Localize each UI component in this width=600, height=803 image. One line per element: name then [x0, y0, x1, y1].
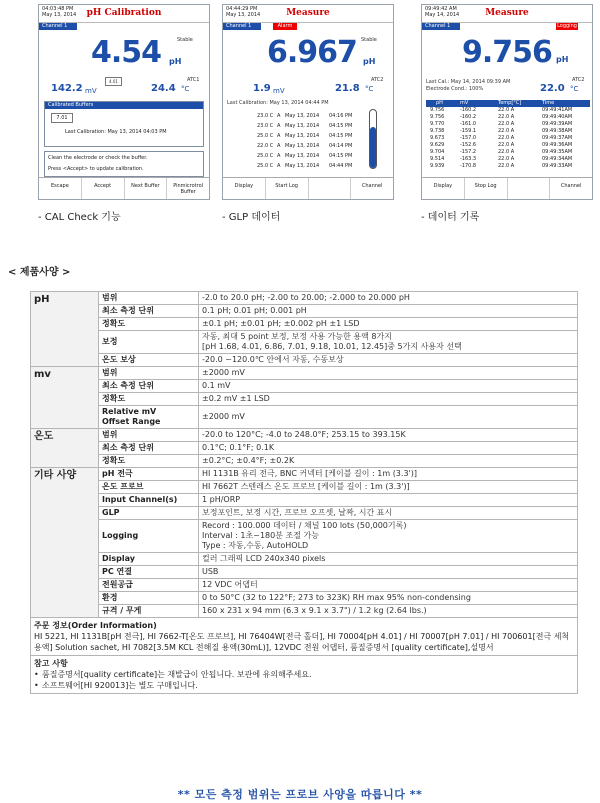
spec-value: 160 x 231 x 94 mm (6.3 x 9.1 x 3.7") / 1.2 kg (2.64 lbs.): [199, 605, 578, 618]
spec-row: [31, 592, 578, 605]
spec-value: ±2000 mV: [199, 406, 578, 429]
notes-title: 참고 사항: [34, 659, 68, 668]
electrode-condition-gauge: [369, 109, 377, 169]
softkey-channel[interactable]: Channel: [361, 183, 383, 189]
spec-row: [31, 367, 578, 380]
glp-row: 25.0 C A May 13, 2014 04:15 PM: [257, 133, 353, 139]
spec-value: ±0.2 mV ±1 LSD: [199, 393, 578, 406]
last-calibration-text: Last Cal.: May 14, 2014 09:39 AM: [426, 79, 511, 85]
softkey-bar: [223, 177, 393, 199]
spec-row: [31, 455, 578, 468]
spec-value: 1 pH/ORP: [199, 494, 578, 507]
screenshot-glp: [222, 4, 394, 223]
spec-row: [31, 481, 578, 494]
spec-value: HI 7662T 스텐레스 온도 프로브 [케이블 길이 : 1m (3.3')]: [199, 481, 578, 494]
softkey-escape[interactable]: Escape: [39, 178, 82, 199]
alarm-badge: Alarm: [273, 23, 297, 30]
current-buffer-badge: 4.01: [105, 77, 122, 86]
screen-mode-title: Measure: [286, 8, 330, 18]
message-box: [44, 151, 204, 177]
col-ph: pH: [436, 100, 443, 106]
channel-badge: Channel 1: [223, 23, 261, 30]
note-item: • 소프트웨어[HI 920013]는 별도 구매입니다.: [34, 680, 574, 691]
spec-row: [31, 292, 578, 305]
glp-row: 25.0 C A May 13, 2014 04:15 PM: [257, 153, 353, 159]
spec-row: [31, 393, 578, 406]
spec-item: 정확도: [99, 455, 199, 468]
spec-row: [31, 494, 578, 507]
last-calibration-text: Last Calibration: May 13, 2014 04:03 PM: [65, 129, 167, 135]
screen-datetime: 04:44:29 PM May 13, 2014: [226, 6, 261, 18]
electrode-condition-text: Electrode Cond.: 100%: [426, 86, 484, 92]
spec-row: [31, 354, 578, 367]
spec-item: Logging: [99, 520, 199, 553]
meter-screen: [38, 4, 210, 200]
spec-value: ±2000 mV: [199, 367, 578, 380]
spec-value: ±0.2°C; ±0.4°F; ±0.2K: [199, 455, 578, 468]
spec-value: HI 1131B 유리 전극, BNC 커넥터 [케이블 길이 : 1m (3.3')]: [199, 468, 578, 481]
meter-screenshots: [0, 4, 600, 224]
spec-item: Relative mV Offset Range: [99, 406, 199, 429]
log-row: 9.704 -157.2 22.0 A 09:49:35AM: [430, 149, 573, 155]
atc-tag: ATC2: [572, 77, 585, 83]
spec-item: Input Channel(s): [99, 494, 199, 507]
log-row: 9.514 -163.3 22.0 A 09:49:34AM: [430, 156, 573, 162]
spec-item: 범위: [99, 429, 199, 442]
log-row: 9.939 -170.8 22.0 A 09:49:33AM: [430, 163, 573, 169]
screen-datetime: 04:03:48 PM May 13, 2014: [42, 6, 77, 18]
calibrated-buffers-title: Calibrated Buffers: [45, 102, 203, 109]
col-time: Time: [542, 100, 555, 106]
stable-indicator: Stable: [361, 37, 377, 43]
log-table-header: [426, 100, 590, 107]
caption-glp: - GLP 데이터: [222, 212, 281, 223]
screen-mode-title: pH Calibration: [86, 8, 162, 18]
meter-screen: [222, 4, 394, 200]
ph-unit: pH: [363, 57, 376, 66]
spec-row: [31, 442, 578, 455]
spec-row: [31, 468, 578, 481]
temperature-reading: 22.0: [540, 83, 565, 94]
mv-unit: mV: [85, 87, 97, 95]
softkey-bar: [39, 177, 209, 199]
mv-unit: mV: [273, 87, 285, 95]
spec-value: 0 to 50°C (32 to 122°F; 273 to 323K) RH max 95% non-condensing: [199, 592, 578, 605]
spec-value: 보정포인트, 보정 시간, 프로브 오프셋, 날짜, 시간 표시: [199, 507, 578, 520]
spec-row: [31, 579, 578, 592]
spec-row: [31, 520, 578, 553]
calibrated-buffer-value: 7.01: [51, 113, 73, 123]
softkey-next-buffer[interactable]: Next Buffer: [125, 178, 168, 199]
spec-value: ±0.1 pH; ±0.01 pH; ±0.002 pH ±1 LSD: [199, 318, 578, 331]
spec-value: 0.1 mV: [199, 380, 578, 393]
softkey-accept[interactable]: Accept: [82, 178, 125, 199]
screen-datetime: 09:49:42 AM May 14, 2014: [425, 6, 460, 18]
softkey-bar: [422, 177, 592, 199]
channel-badge: Channel 1: [422, 23, 460, 30]
softkey-start-log[interactable]: Start Log: [266, 178, 309, 199]
temperature-unit: °C: [365, 85, 374, 93]
spec-item: 최소 측정 단위: [99, 380, 199, 393]
spec-row: [31, 406, 578, 429]
spec-value: 컬러 그래픽 LCD 240x340 pixels: [199, 553, 578, 566]
screen-mode-title: Measure: [485, 8, 529, 18]
spec-item: 환경: [99, 592, 199, 605]
message-line-1: Clean the electrode or check the buffer.: [48, 155, 148, 161]
spec-category: mv: [31, 367, 99, 429]
spec-category: 기타 사양: [31, 468, 99, 618]
spec-row: [31, 553, 578, 566]
spec-value: 자동, 최대 5 point 보정, 보정 사용 가능한 용액 8가지 [pH 1.68, 4.01, 6.86, 7.01, 9.18, 10.01, 12.45]중 5가지 사용자 선택: [199, 331, 578, 354]
atc-tag: ATC1: [187, 77, 200, 83]
spec-row: [31, 566, 578, 579]
spec-value: USB: [199, 566, 578, 579]
spec-item: Display: [99, 553, 199, 566]
stable-indicator: Stable: [177, 37, 193, 43]
spec-item: pH 전극: [99, 468, 199, 481]
spec-item: 전원공급: [99, 579, 199, 592]
log-row: 9.629 -152.6 22.0 A 09:49:36AM: [430, 142, 573, 148]
spec-row: [31, 429, 578, 442]
screen-header: [223, 5, 393, 23]
glp-row: 23.0 C A May 13, 2014 04:16 PM: [257, 113, 353, 119]
spec-value: 12 VDC 어댑터: [199, 579, 578, 592]
col-mv: mV: [460, 100, 469, 106]
spec-row: [31, 305, 578, 318]
spec-value: Record : 100.000 데이터 / 채널 100 lots (50,000기록) Interval : 1초~180분 조절 가능 Type : 자동,수동, AutoHOLD: [199, 520, 578, 553]
mv-reading: 142.2: [51, 83, 83, 94]
col-temp: Temp[°C]: [498, 100, 522, 106]
spec-row: [31, 605, 578, 618]
log-row: 9.770 -161.0 22.0 A 09:49:39AM: [430, 121, 573, 127]
log-row: 9.756 -160.2 22.0 A 09:49:40AM: [430, 114, 573, 120]
ph-unit: pH: [169, 57, 182, 66]
softkey-channel[interactable]: Channel: [560, 183, 582, 189]
spec-item: PC 연결: [99, 566, 199, 579]
order-info-title: 주문 정보(Order Information): [34, 621, 157, 630]
spec-section-title: < 제품사양 >: [8, 267, 71, 278]
temperature-reading: 24.4: [151, 83, 176, 94]
spec-item: 최소 측정 단위: [99, 442, 199, 455]
notes-block: [31, 656, 578, 694]
softkey-display[interactable]: Display: [223, 178, 266, 199]
log-row: 9.738 -159.1 22.0 A 09:49:38AM: [430, 128, 573, 134]
calibrated-buffers-box: [44, 101, 204, 147]
spec-item: 정확도: [99, 393, 199, 406]
spec-row: [31, 507, 578, 520]
ph-unit: pH: [556, 55, 569, 64]
meter-screen: [421, 4, 593, 200]
glp-row: 25.0 C A May 13, 2014 04:44 PM: [257, 163, 353, 169]
spec-value: -20.0 to 120°C; -4.0 to 248.0°F; 253.15 to 393.15K: [199, 429, 578, 442]
caption-cal-check: - CAL Check 기능: [38, 212, 121, 223]
order-info-block: [31, 618, 578, 656]
softkey-empty[interactable]: [309, 178, 352, 199]
message-line-2: Press <Accept> to update calibration.: [48, 166, 144, 172]
softkey-display[interactable]: Display: [422, 178, 465, 199]
log-table: [426, 100, 590, 170]
softkey-stop-log[interactable]: Stop Log: [465, 178, 508, 199]
temperature-reading: 21.8: [335, 83, 360, 94]
atc-tag: ATC2: [371, 77, 384, 83]
spec-category: 온도: [31, 429, 99, 468]
spec-row: [31, 331, 578, 354]
spec-item: 규격 / 무게: [99, 605, 199, 618]
spec-table: [30, 291, 578, 694]
caption-data-log: - 데이터 기록: [421, 212, 480, 223]
spec-value: 0.1 pH; 0.01 pH; 0.001 pH: [199, 305, 578, 318]
spec-item: 범위: [99, 292, 199, 305]
softkey-empty[interactable]: [508, 178, 551, 199]
spec-value: -20.0 ~120.0℃ 안에서 자동, 수동보상: [199, 354, 578, 367]
screenshot-cal-check: [38, 4, 210, 223]
spec-item: GLP: [99, 507, 199, 520]
glp-row: 23.0 C A May 13, 2014 04:15 PM: [257, 123, 353, 129]
footer-note: ** 모든 측정 범위는 프로브 사양을 따릅니다 **: [177, 788, 423, 801]
ph-reading: 9.756: [462, 35, 552, 70]
channel-badge: Channel 1: [39, 23, 77, 30]
note-item: • 품질증명서[quality certificate]는 재발급이 안됩니다. 보관에 유의해주세요.: [34, 669, 574, 680]
ph-reading: 6.967: [267, 35, 357, 70]
log-row: 9.673 -157.0 22.0 A 09:49:37AM: [430, 135, 573, 141]
spec-item: 최소 측정 단위: [99, 305, 199, 318]
spec-category: pH: [31, 292, 99, 367]
spec-row: [31, 318, 578, 331]
logging-badge: Logging: [557, 23, 577, 29]
softkey-pinmicrotrol-buffer[interactable]: Pinmicrotrol Buffer: [173, 183, 204, 195]
spec-value: 0.1°C; 0.1°F; 0.1K: [199, 442, 578, 455]
order-info-text: HI 5221, HI 1131B[pH 전극], HI 7662-T[온도 프로브], HI 76404W[전극 홀더], HI 70004[pH 4.01] / HI 70007[pH 7.01] / HI 700601[전극 세척 용액] Solution sachet, HI 7082[3.5M KCL 전해질 용액(30mL)], 12VDC 전원 어댑터, 품질증명서 [quality certificate],설명서: [34, 632, 570, 652]
spec-item: 정확도: [99, 318, 199, 331]
temperature-unit: °C: [570, 85, 579, 93]
spec-item: 온도 보상: [99, 354, 199, 367]
glp-table: [227, 113, 367, 170]
screenshot-data-log: [421, 4, 593, 223]
screen-header: [39, 5, 209, 23]
glp-row: 22.0 C A May 13, 2014 04:14 PM: [257, 143, 353, 149]
spec-item: 범위: [99, 367, 199, 380]
glp-last-calibration: Last Calibration: May 13, 2014 04:44 PM: [227, 100, 329, 106]
log-row: 9.756 -160.2 22.0 A 09:49:41AM: [430, 107, 573, 113]
spec-item: 온도 프로브: [99, 481, 199, 494]
screen-header: [422, 5, 592, 23]
ph-reading: 4.54: [91, 35, 162, 70]
temperature-unit: °C: [181, 85, 190, 93]
spec-row: [31, 380, 578, 393]
mv-reading: 1.9: [253, 83, 271, 94]
spec-value: -2.0 to 20.0 pH; -2.00 to 20.00; -2.000 to 20.000 pH: [199, 292, 578, 305]
spec-item: 보정: [99, 331, 199, 354]
